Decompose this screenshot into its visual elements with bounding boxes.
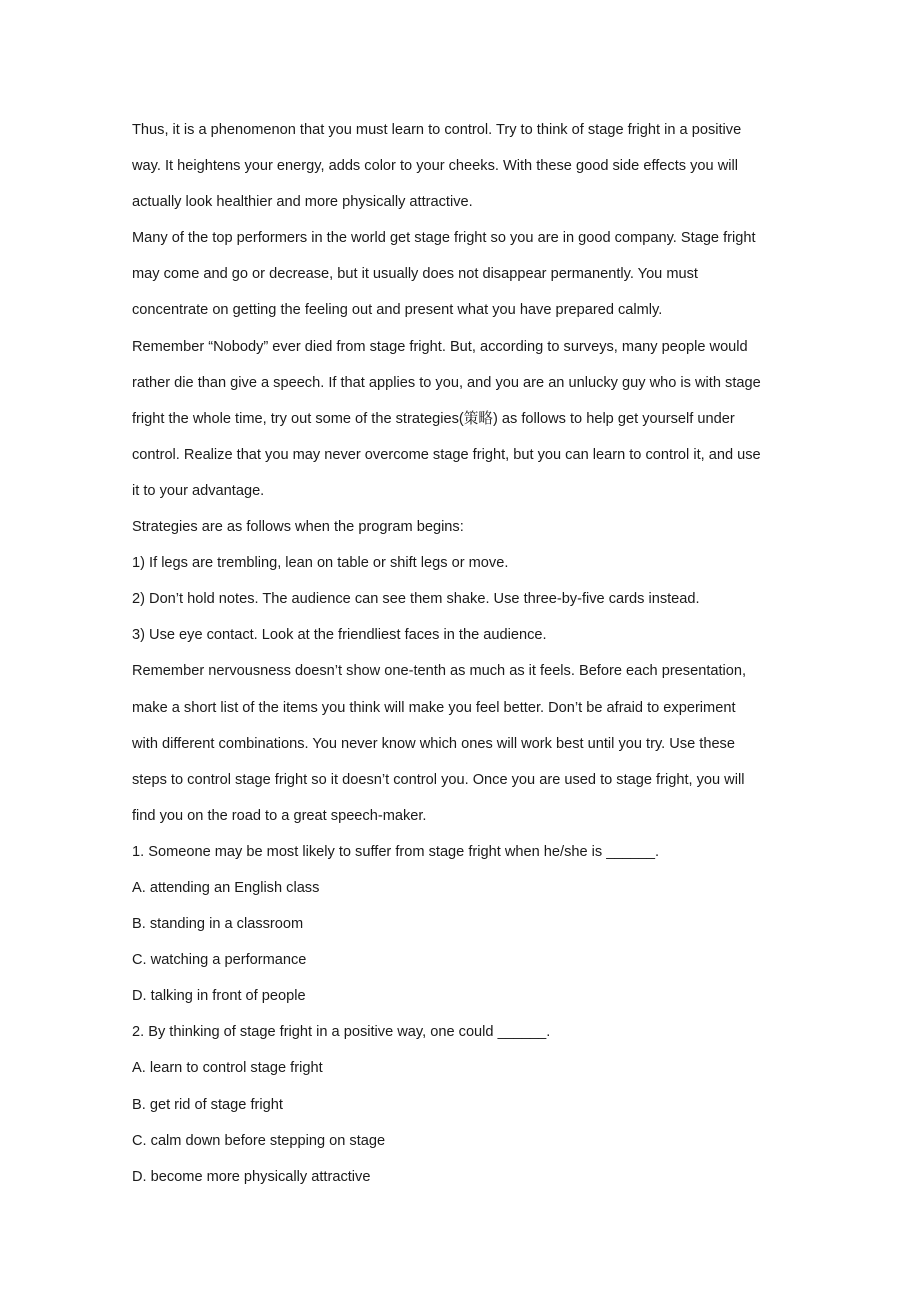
question-1-stem: 1. Someone may be most likely to suffer from stage fright when he/she is ______.: [132, 843, 660, 860]
passage-line: control. Realize that you may never overcome stage fright, but you can learn to control it, and use: [132, 446, 761, 463]
passage-line: Many of the top performers in the world get stage fright so you are in good company. Stage fright: [132, 230, 756, 247]
question-2-option-b: B. get rid of stage fright: [132, 1096, 283, 1113]
passage-line: steps to control stage fright so it doesn’t control you. Once you are used to stage fright, you will: [132, 771, 745, 788]
question-2-stem: 2. By thinking of stage fright in a positive way, one could ______.: [132, 1024, 551, 1041]
question-2-option-c: C. calm down before stepping on stage: [132, 1132, 386, 1149]
passage-line: find you on the road to a great speech-maker.: [132, 807, 427, 824]
passage-line: Thus, it is a phenomenon that you must learn to control. Try to think of stage fright in a positive: [132, 122, 742, 138]
question-2-option-a: A. learn to control stage fright: [132, 1060, 323, 1077]
strategies-heading: Strategies are as follows when the program begins:: [132, 519, 464, 536]
passage-line: with different combinations. You never know which ones will work best until you try. Use these: [132, 735, 735, 752]
passage-line: rather die than give a speech. If that applies to you, and you are an unlucky guy who is with stage: [132, 374, 761, 391]
question-2-option-d: D. become more physically attractive: [132, 1168, 371, 1185]
passage-line: fright the whole time, try out some of the strategies(策略) as follows to help get yourself under: [132, 410, 735, 427]
strategy-item: 2) Don’t hold notes. The audience can see them shake. Use three-by-five cards instead.: [132, 591, 700, 608]
strategy-item: 1) If legs are trembling, lean on table or shift legs or move.: [132, 555, 509, 572]
question-1-option-d: D. talking in front of people: [132, 988, 306, 1005]
passage-line: Remember “Nobody” ever died from stage fright. But, according to surveys, many people would: [132, 338, 748, 355]
strategy-item: 3) Use eye contact. Look at the friendliest faces in the audience.: [132, 627, 547, 644]
passage-line: concentrate on getting the feeling out and present what you have prepared calmly.: [132, 302, 663, 319]
passage-line: make a short list of the items you think will make you feel better. Don’t be afraid to experiment: [132, 699, 736, 716]
passage-line: may come and go or decrease, but it usually does not disappear permanently. You must: [132, 266, 698, 283]
passage-line: Remember nervousness doesn’t show one-tenth as much as it feels. Before each presentation,: [132, 663, 747, 680]
question-1-option-c: C. watching a performance: [132, 952, 307, 969]
question-1-option-b: B. standing in a classroom: [132, 916, 304, 933]
question-1-option-a: A. attending an English class: [132, 879, 320, 896]
document-body: [132, 112, 792, 1195]
passage-line: actually look healthier and more physically attractive.: [132, 194, 473, 211]
passage-line: it to your advantage.: [132, 482, 265, 499]
passage-line: way. It heightens your energy, adds color to your cheeks. With these good side effects you will: [132, 158, 738, 175]
